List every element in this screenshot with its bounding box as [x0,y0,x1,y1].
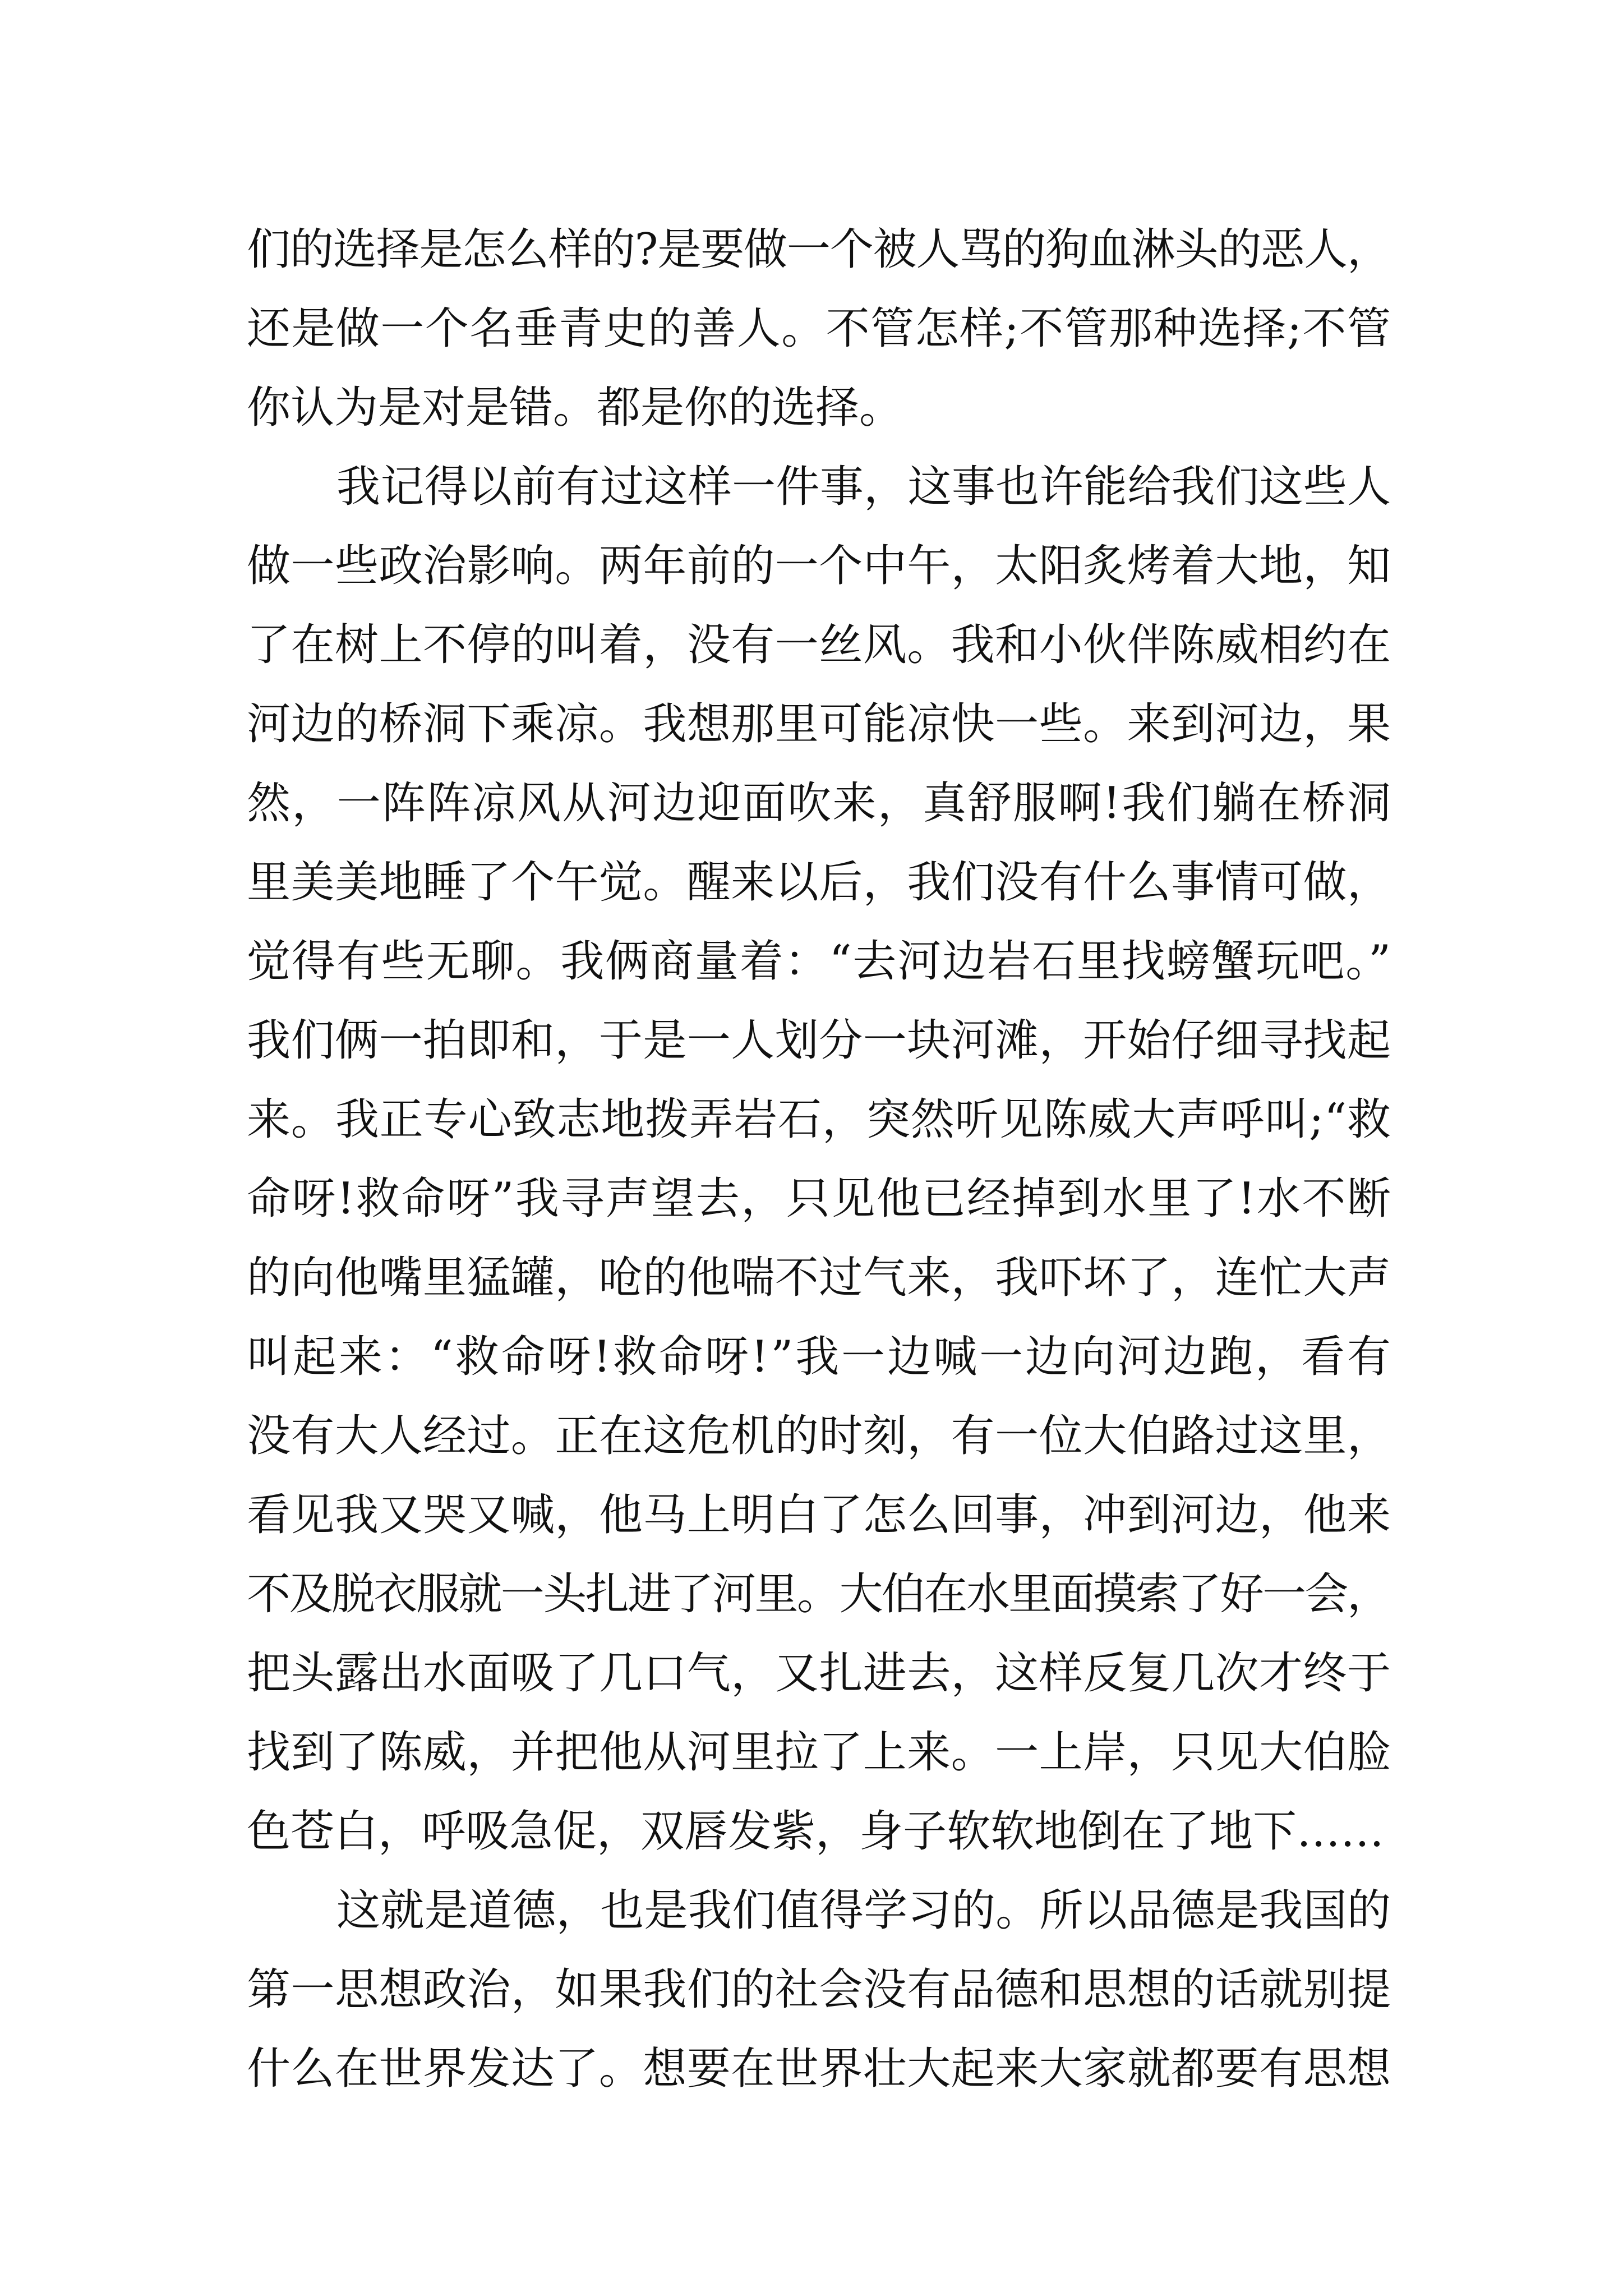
text-line: 看见我又哭又喊，他马上明白了怎么回事，冲到河边，他来 [247,1490,1391,1540]
text-line: 你认为是对是错。都是你的选择。 [247,383,903,433]
text-line: 命呀!救命呀”我寻声望去，只见他已经掉到水里了!水不断 [247,1174,1393,1224]
text-line: 然，一阵阵凉风从河边迎面吹来，真舒服啊!我们躺在桥洞 [247,778,1393,829]
text-line: 来。我正专心致志地拨弄岩石，突然听见陈威大声呼叫;“救 [247,1094,1391,1145]
text-line: 们的选择是怎么样的?是要做一个被人骂的狗血淋头的恶人， [247,224,1390,275]
text-line: 我记得以前有过这样一件事，这事也许能给我们这些人 [336,462,1391,512]
text-line: 色苍白，呼吸急促，双唇发紫，身子软软地倒在了地下…… [247,1806,1385,1857]
text-line: 这就是道德，也是我们值得学习的。所以品德是我国的 [336,1885,1391,1936]
text-line: 把头露出水面吸了几口气，又扎进去，这样反复几次才终于 [247,1648,1391,1699]
text-line: 没有大人经过。正在这危机的时刻，有一位大伯路过这里， [247,1411,1391,1461]
text-line: 里美美地睡了个午觉。醒来以后，我们没有什么事情可做， [247,857,1391,908]
text-line: 做一些政治影响。两年前的一个中午，太阳炙烤着大地，知 [247,541,1391,591]
text-line: 叫起来：“救命呀!救命呀!”我一边喊一边向河边跑，看有 [247,1332,1393,1382]
text-line: 还是做一个名垂青史的善人。不管怎样;不管那种选择;不管 [247,303,1392,354]
text-line: 河边的桥洞下乘凉。我想那里可能凉快一些。来到河边，果 [247,699,1391,749]
text-line: 的向他嘴里猛罐，呛的他喘不过气来，我吓坏了，连忙大声 [247,1253,1391,1303]
text-line: 觉得有些无聊。我俩商量着：“去河边岩石里找螃蟹玩吧。” [247,936,1392,987]
text-line: 什么在世界发达了。想要在世界壮大起来大家就都要有思想 [247,2044,1391,2094]
text-line: 找到了陈威，并把他从河里拉了上来。一上岸，只见大伯脸 [247,1727,1391,1778]
text-line: 了在树上不停的叫着，没有一丝风。我和小伙伴陈威相约在 [247,620,1391,670]
text-line: 我们俩一拍即和，于是一人划分一块河滩，开始仔细寻找起 [247,1015,1391,1066]
body-text [247,210,1391,2109]
text-line: 不及脱衣服就一头扎进了河里。大伯在水里面摸索了好一会， [247,1569,1390,1619]
text-line: 第一思想政治，如果我们的社会没有品德和思想的话就别提 [247,1964,1391,2015]
